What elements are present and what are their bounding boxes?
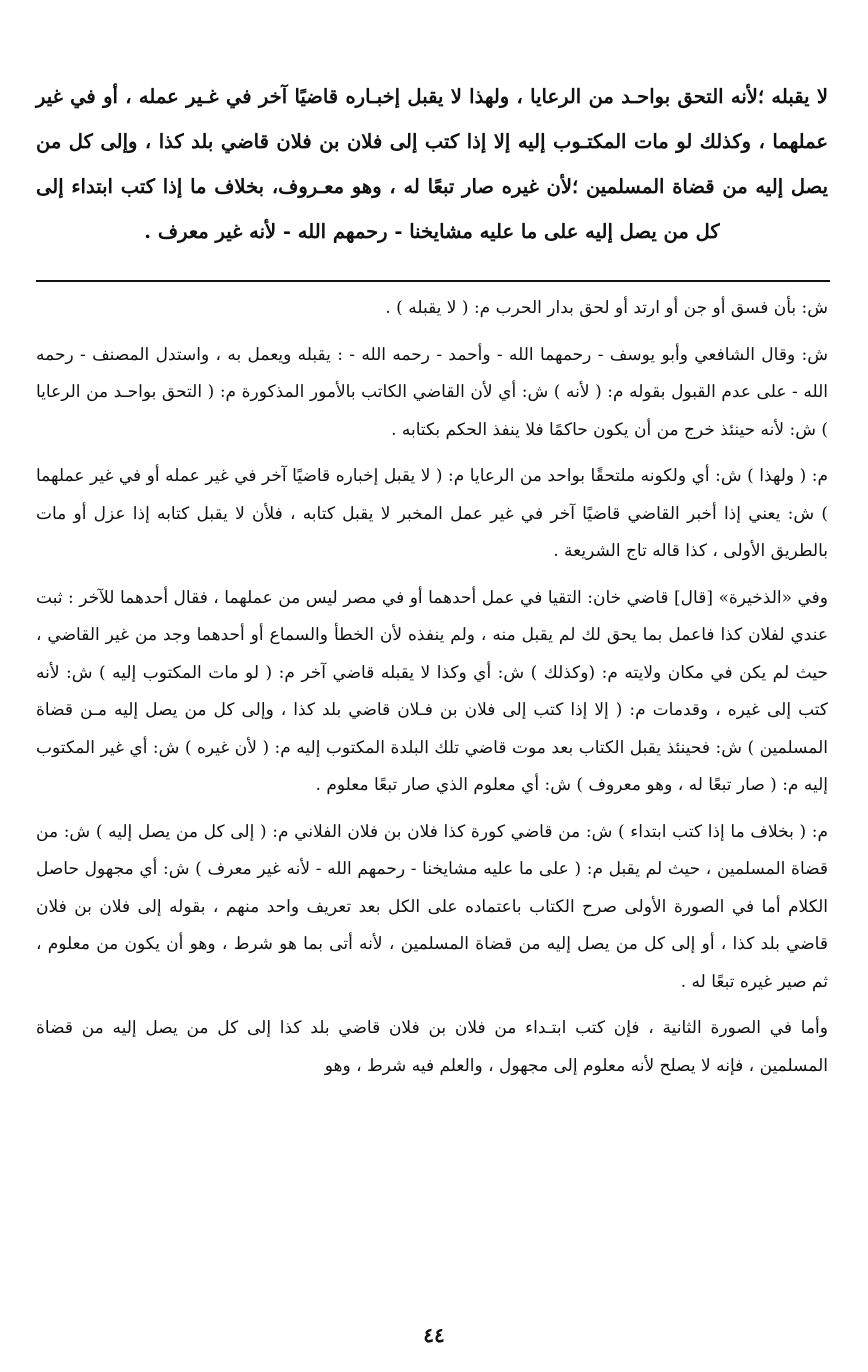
page-number: ٤٤	[423, 1323, 445, 1347]
main-text-block: لا يقبله ؛لأنه التحق بواحـد من الرعايا ، ولهذا لا يقبل إخبـاره قاضيًا آخر في غـير عمله ، أو في غير عملهما ، وكذلك لو مات المكتـوب إليه إلا إذا كتب إلى فلان بن فلان قاضي بلد كذا ، وإلى كل من يصل إليه من قضاة المسلمين ؛لأن غيره صار تبعًا له ، وهو معـروف، بخلاف ما إذا كتب ابتداء إلى كل من يصل إليه على ما عليه مشايخنا - رحمهم الله - لأنه غير معرف .	[36, 85, 828, 243]
commentary-paragraph: وأما في الصورة الثانية ، فإن كتب ابتـداء من فلان بن فلان قاضي بلد كذا إلى كل من يصل إليه من قضاة المسلمين ، فإنه لا يصلح لأنه معلوم إلى مجهول ، والعلم فيه شرط ، وهو	[36, 1018, 828, 1076]
commentary-block	[36, 290, 828, 1094]
commentary-paragraph: وفي «الذخيرة» [قال] قاضي خان: التقيا في عمل أحدهما أو في مصر ليس من عملهما ، فقال أحدهما للآخر : ثبت عندي لفلان كذا فاعمل بما يحق لك لم يقبل منه ، ولم ينفذه لأن الخطأ والسماع أو أحدهما وجد من غير القاضي ، حيث لم يكن في مكان ولايته م: (وكذلك ) ش: أي وكذا لا يقبله قاضي آخر م: ( لو مات المكتوب إليه ) ش: لأنه كتب إلى غيره ، وقدمات م: ( إلا إذا كتب إلى فلان بن فـلان قاضي بلد كذا ، وإلى كل من يصل إليه مـن قضاة المسلمين ) ش: فحينئذ يقبل الكتاب بعد موت قاضي تلك البلدة المكتوب إليه م: ( لأن غيره ) ش: أي غير المكتوب إليه م: ( صار تبعًا له ، وهو معروف ) ش: أي معلوم الذي صار تبعًا معلوم .	[36, 587, 828, 795]
commentary-paragraph: م: ( ولهذا ) ش: أي ولكونه ملتحقًا بواحد من الرعايا م: ( لا يقبل إخباره قاضيًا آخر في غير عمله أو في غير عملهما ) ش: يعني إذا أخبر القاضي قاضيًا آخر في غير عمل المخبر لا يقبل كتابه ، فلأن لا يقبل كتابه إذا عزل أو مات بالطريق الأولى ، كذا قاله تاج الشريعة .	[36, 466, 828, 561]
commentary-paragraph: ش: وقال الشافعي وأبو يوسف - رحمهما الله - وأحمد - رحمه الله - : يقبله ويعمل به ، واستدل المصنف - رحمه الله - على عدم القبول بقوله م: ( لأنه ) ش: أي لأن القاضي الكاتب بالأمور المذكورة م: ( التحق بواحـد من الرعايا ) ش: لأنه حينئذ خرج من أن يكون حاكمًا فلا ينفذ الحكم بكتابه .	[36, 344, 828, 440]
commentary-paragraph: ش: بأن فسق أو جن أو ارتد أو لحق بدار الحرب م: ( لا يقبله ) .	[385, 298, 828, 318]
separator-rule	[36, 280, 830, 282]
commentary-paragraph: م: ( بخلاف ما إذا كتب ابتداء ) ش: من قاضي كورة كذا فلان بن فلان الفلاني م: ( إلى كل من يصل إليه ) ش: من قضاة المسلمين ، حيث لم يقبل م: ( على ما عليه مشايخنا - رحمهم الله - لأنه غير معرف ) ش: أي مجهول حاصل الكلام أما في الصورة الأولى صرح الكتاب باعتماده على الكل بعد تعريف واحد منهم ، بقوله إلى فلان بن فلان قاضي بلد كذا ، أو إلى كل من يصل إليه من قضاة المسلمين ، لأنه أتى بما هو شرط ، وهو أن يكون من معلوم ، ثم صير غيره تبعًا له .	[36, 821, 829, 992]
